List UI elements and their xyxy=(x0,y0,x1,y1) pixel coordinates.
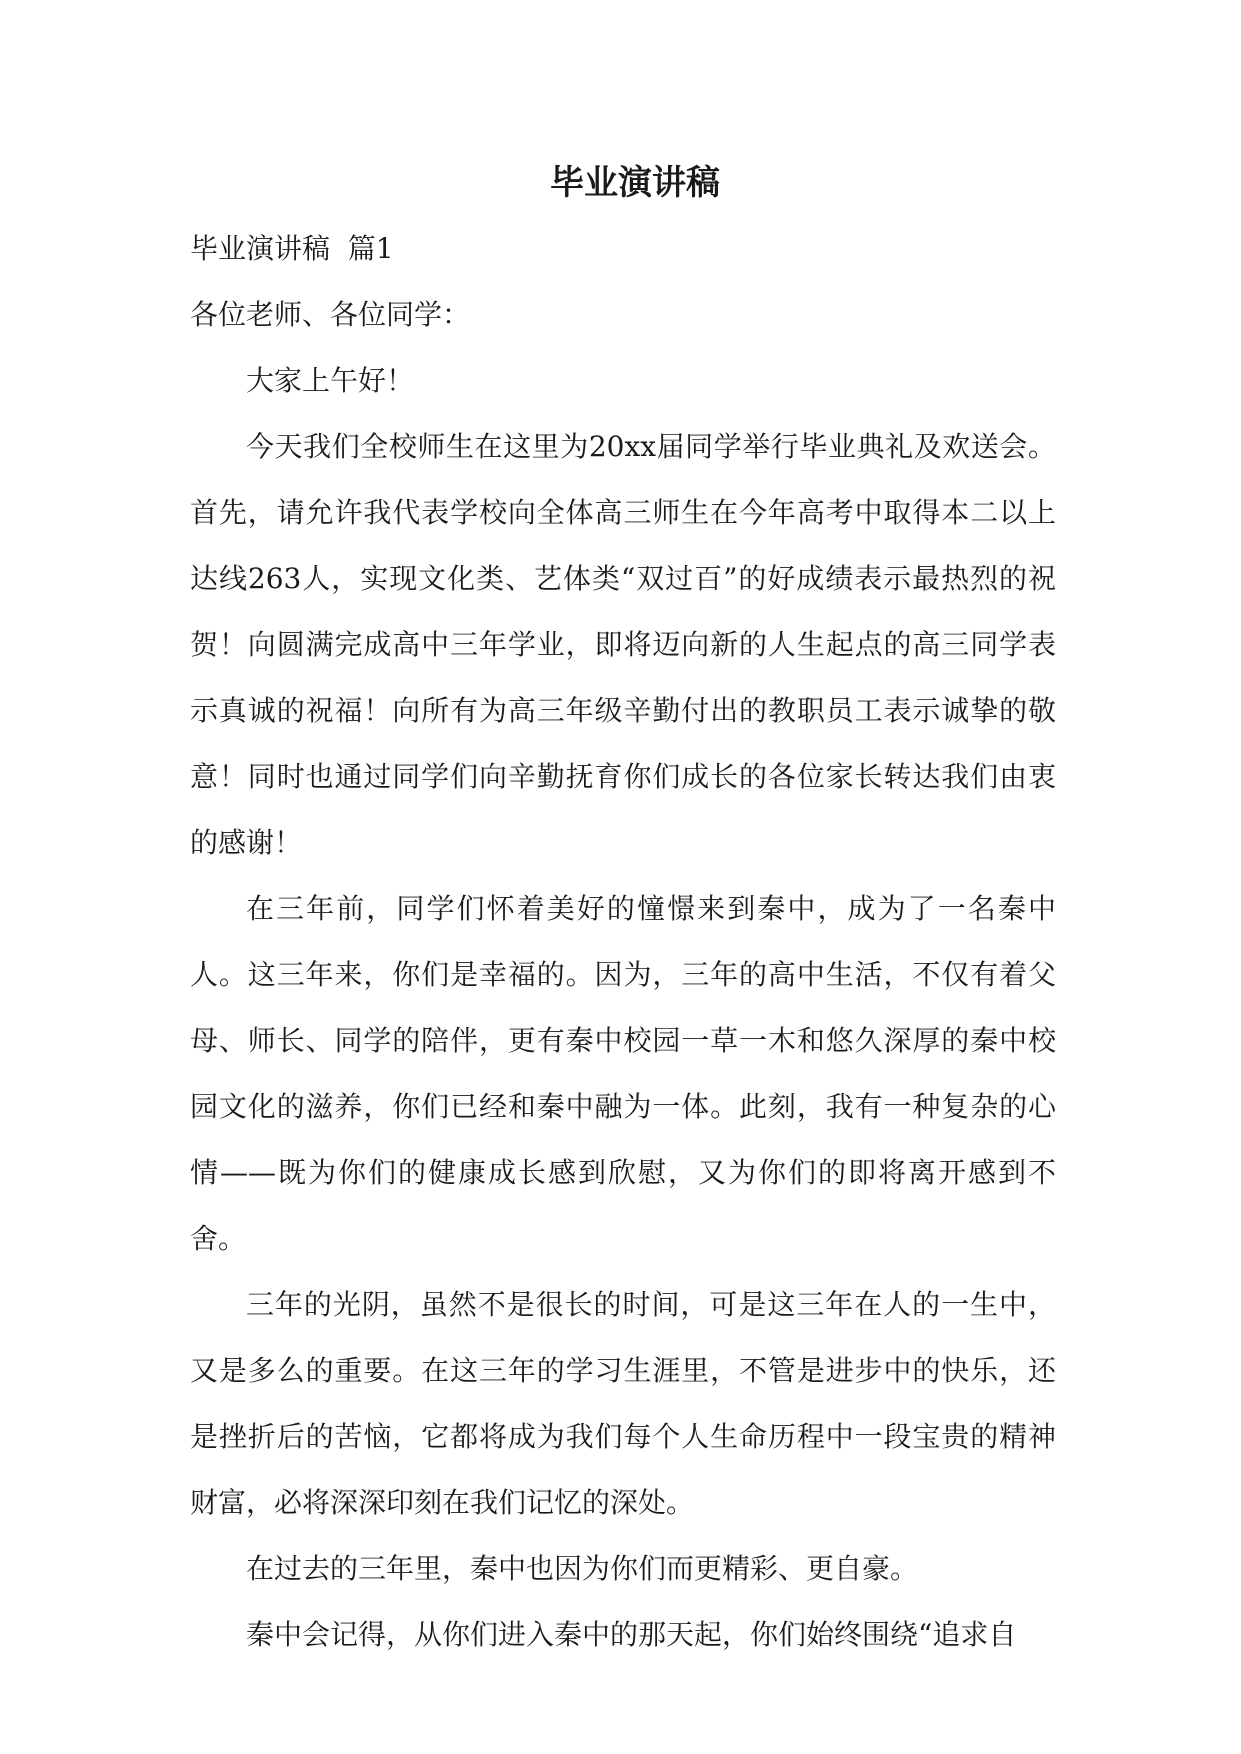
salutation: 各位老师、各位同学： xyxy=(190,298,471,331)
paragraph-greeting: 大家上午好！ xyxy=(246,364,415,397)
paragraph-remember: 秦中会记得，从你们进入秦中的那天起，你们始终围绕“追求自 xyxy=(246,1618,1017,1651)
paragraph-time: 三年的光阴，虽然不是很长的时间，可是这三年在人的一生中，又是多么的重要。在这三年的学习生涯里，不管是进步中的快乐，还是挫折后的苦恼，它都将成为我们每个人生命历程中一段宝贵的精神财富，必将深深印刻在我们记忆的深处。 xyxy=(190,1288,1056,1519)
paragraph-three-years-ago: 在三年前，同学们怀着美好的憧憬来到秦中，成为了一名秦中人。这三年来，你们是幸福的。因为，三年的高中生活，不仅有着父母、师长、同学的陪伴，更有秦中校园一草一木和悠久深厚的秦中校园文化的滋养，你们已经和秦中融为一体。此刻，我有一种复杂的心情——既为你们的健康成长感到欣慰，又为你们的即将离开感到不舍。 xyxy=(190,892,1056,1255)
paragraph-ceremony: 今天我们全校师生在这里为20xx届同学举行毕业典礼及欢送会。首先，请允许我代表学校向全体高三师生在今年高考中取得本二以上达线263人，实现文化类、艺体类“双过百”的好成绩表示最热烈的祝贺！向圆满完成高中三年学业，即将迈向新的人生起点的高三同学表示真诚的祝福！向所有为高三年级辛勤付出的教职员工表示诚挚的敬意！同时也通过同学们向辛勤抚育你们成长的各位家长转达我们由衷的感谢！ xyxy=(190,430,1056,859)
paragraph-pride: 在过去的三年里，秦中也因为你们而更精彩、更自豪。 xyxy=(246,1552,919,1585)
section-heading: 毕业演讲稿 篇1 xyxy=(190,232,394,265)
document-title: 毕业演讲稿 xyxy=(550,163,720,203)
document-page xyxy=(190,150,1056,1668)
